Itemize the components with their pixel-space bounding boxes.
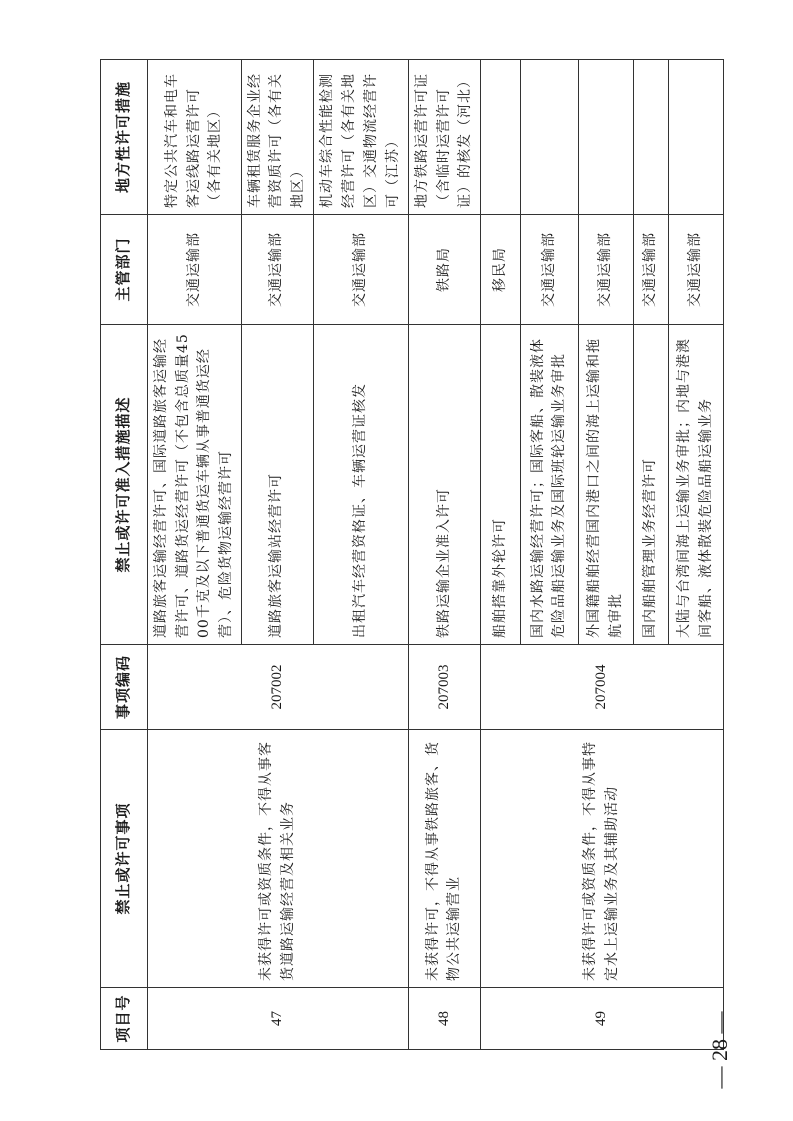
measure-desc: 铁路运输企业准入许可 [408,325,480,645]
rotated-table-sheet [100,60,714,1050]
header-row [101,60,148,1050]
measure-dept: 交通运输部 [668,215,723,325]
rotated-table-frame [100,60,714,1050]
header-item: 禁止或许可事项 [101,730,148,988]
measure-local: 机动车综合性能检测经营许可（各有关地区）交通物流经营许可（江苏） [313,60,408,215]
header-dept: 主管部门 [101,215,148,325]
measure-local [633,60,668,215]
measure-desc: 外国籍船舶经营国内港口之间的海上运输和拖航审批 [578,325,633,645]
header-item-no: 项目号 [101,988,148,1050]
measure-desc: 道路旅客运输经营许可、国际道路旅客运输经营许可、道路货运经营许可（不包含总质量4500千克及以下普通货运车辆从事普通货运经营）、危险货物运输经营许可 [148,325,242,645]
measure-local: 特定公共汽车和电车客运线路运营许可（各有关地区） [148,60,242,215]
header-code: 事项编码 [101,645,148,730]
measure-desc: 出租汽车经营资格证、车辆运营证核发 [313,325,408,645]
measure-desc: 大陆与台湾间海上运输业务审批；内地与港澳间客船、液体散装危险品船运输业务 [668,325,723,645]
measure-desc: 国内船舶管理业务经营许可 [633,325,668,645]
item-code: 207002 [148,645,409,730]
table-row [148,60,242,1050]
measure-local [480,60,520,215]
item-code: 207004 [480,645,723,730]
measure-dept: 交通运输部 [578,215,633,325]
header-local: 地方性许可措施 [101,60,148,215]
measure-desc: 国内水路运输经营许可；国际客船、散装液体危险品船运输业务及国际班轮运输业务审批 [520,325,578,645]
measure-local [578,60,633,215]
measure-local: 车辆租赁服务企业经营资质许可（各有关地区） [241,60,313,215]
table-row [408,60,480,1050]
item-name: 未获得许可或资质条件，不得从事客货道路运输经营及相关业务 [148,730,409,988]
measure-local [520,60,578,215]
page-number-box [700,1010,740,1090]
measure-dept: 交通运输部 [633,215,668,325]
item-name: 未获得许可或资质条件，不得从事特定水上运输业务及其辅助活动 [480,730,723,988]
item-name: 未获得许可，不得从事铁路旅客、货物公共运输营业 [408,730,480,988]
measure-dept: 交通运输部 [241,215,313,325]
page-number: — 28 — [707,1011,732,1089]
item-id: 49 [480,988,723,1050]
permit-table [100,59,724,1050]
measure-desc: 道路旅客运输站经营许可 [241,325,313,645]
measure-local: 地方铁路运营许可证（含临时运营许可证）的核发（河北） [408,60,480,215]
measure-dept: 交通运输部 [148,215,242,325]
item-id: 48 [408,988,480,1050]
measure-local [668,60,723,215]
header-measures: 禁止或许可准入措施描述 [101,325,148,645]
measure-dept: 交通运输部 [520,215,578,325]
table-row [480,60,520,1050]
measure-dept: 移民局 [480,215,520,325]
measure-dept: 铁路局 [408,215,480,325]
measure-dept: 交通运输部 [313,215,408,325]
item-id: 47 [148,988,409,1050]
item-code: 207003 [408,645,480,730]
measure-desc: 船舶搭靠外轮许可 [480,325,520,645]
